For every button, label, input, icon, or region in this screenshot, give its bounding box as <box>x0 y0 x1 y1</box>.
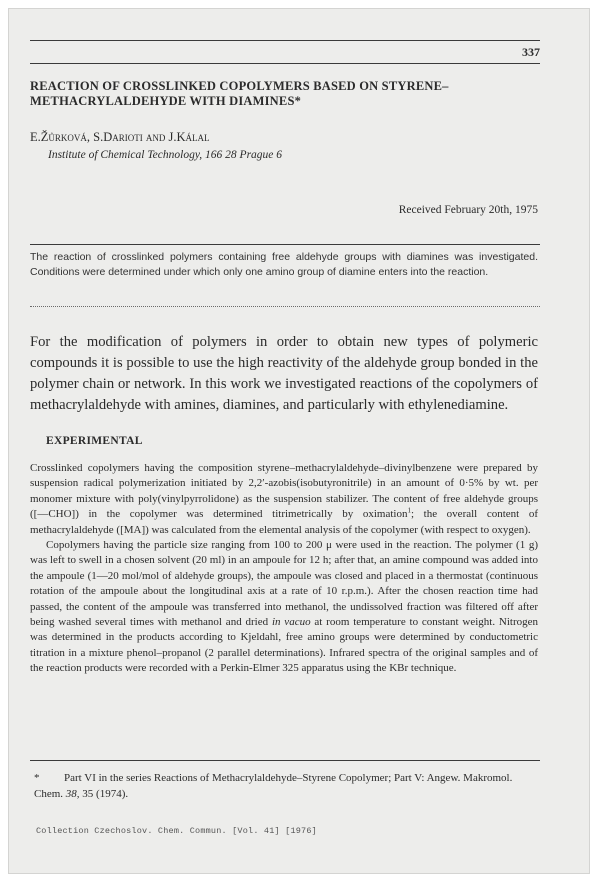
reference-mark: 1 <box>407 506 411 515</box>
title-line-2: METHACRYLALDEHYDE WITH DIAMINES* <box>30 94 302 108</box>
abstract: The reaction of crosslinked polymers containing free aldehyde groups with diamines was investigated. Conditions were determined under which only one amino group of diamine enters into the reaction. <box>30 251 538 278</box>
introduction: For the modification of polymers in order to obtain new types of polymeric compounds it is possible to use the high reactivity of the aldehyde group bonded in the polymer chain or network. In this work we investigated reactions of the copolymers of methacrylaldehyde with amines, diamines, and particularly with ethylenediamine. <box>30 334 538 413</box>
section-heading: EXPERIMENTAL <box>46 435 143 447</box>
footnote-mark: * <box>34 772 40 784</box>
page-number: 337 <box>522 45 540 59</box>
paragraph-2: Copolymers having the particle size ranging from 100 to 200 μ were used in the reaction. The polymer (1 g) was left to swell in a chosen solvent (20 ml) in an ampoule for 12 h; after that, an amine compound was added into the ampoule (1—20 mol/mol of aldehyde groups), the ampoule was closed and placed in a thermostat (continuous rotation of the ampoule about the longitudinal axis at a rate of 10 r.p.m.). After the chosen reaction time had passed, the content of the ampoule was transferred into methanol, the undissolved fraction was filtered off after being washed several times with methanol and dried in vacuo at room temperature to constant weight. Nitrogen was determined in the products according to Kjeldahl, free amino groups were determined by conductometric titration in a mixture phenol–propanol (2 parallel determinations). Infrared spectra of the original samples and of the reaction products were recorded with a Perkin-Elmer 325 apparatus using the KBr technique. <box>30 539 538 675</box>
footnote: * Part VI in the series Reactions of Methacrylaldehyde–Styrene Copolymer; Part V: Angew. Makromol. Chem. 38, 35 (1974). <box>34 772 513 800</box>
abstract-rule-bottom <box>30 306 540 307</box>
header-rule-lower <box>30 63 540 64</box>
institute: Institute of Chemical Technology, 166 28 Prague 6 <box>48 149 283 161</box>
paragraph-1: Crosslinked copolymers having the composition styrene–methacrylaldehyde–divinylbenzene were prepared by suspension radical polymerization initiated by 2,2′-azobis(isobutyronitrile) in an amount of 0·5% by wt. per monomer mixture with poly(vinylpyrrolidone) as the suspension stabilizer. The content of free aldehyde groups ([—CHO]) in the copolymer was determined titrimetrically by oximation$^1$; the overall content of methacrylaldehyde ([MA]) was calculated from the elemental analysis of the copolymer (with respect to oxygen). <box>30 462 538 536</box>
journal-reference: Collection Czechoslov. Chem. Commun. [Vol. 41] [1976] <box>36 826 317 836</box>
received-date: Received February 20th, 1975 <box>398 204 538 216</box>
experimental-text <box>30 461 538 677</box>
header-rule <box>30 40 540 41</box>
authors: E.Žůrková, S.Darioti and J.Kálal <box>30 130 210 144</box>
abstract-rule-top <box>30 244 540 245</box>
title-line-1: REACTION OF CROSSLINKED COPOLYMERS BASED ON STYRENE– <box>30 79 449 93</box>
footnote-rule <box>30 760 540 761</box>
article-title <box>30 79 550 109</box>
